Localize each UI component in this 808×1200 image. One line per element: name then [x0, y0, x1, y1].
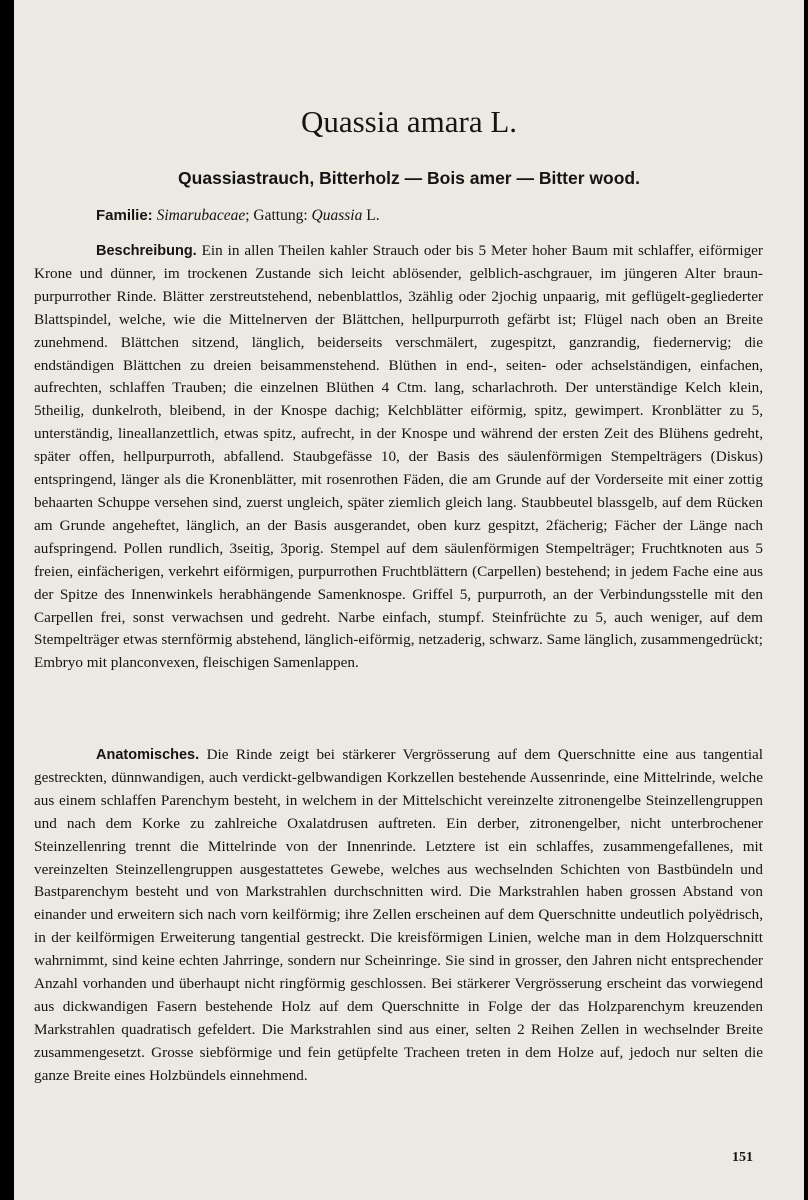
common-names: Quassiastrauch, Bitterholz — Bois amer — Bitter wood. — [178, 168, 640, 188]
document-page — [14, 0, 804, 1200]
section-heading: Anatomisches. — [96, 747, 200, 763]
gattung-label: Gattung: — [253, 207, 312, 224]
section-beschreibung — [34, 240, 763, 675]
section-text: Die Rinde zeigt bei stärkerer Vergrösserung auf dem Querschnitte eine aus tangential gestreckten, dünnwandigen, auch verdickt-gelbwandigen Korkzellen bestehende Aussenrinde, eine Mittelrinde, welche aus einem schlaffen Parenchym besteht, in welchem in der Mittelschicht vereinzelte zitronengelbe Steinzellengruppen und nach dem Korke zu zahlreiche Oxalatdrusen auftreten. Ein derber, zitronengelber, nicht unterbrochener Steinzellenring trennt die Mittelrinde von der Innenrinde. Letztere ist ein schlaffes, zusammengefallenes, mit vereinzelten Steinzellengruppen ausgestattetes Gewebe, welches aus wechselnden Schichten von Bastbündeln und Bastparenchym besteht und von Markstrahlen durchschnitten wird. Die Markstrahlen haben grossen Abstand von einander und erweitern sich nach vorn keilförmig; ihre Zellen erscheinen auf dem Querschnitte undeutlich polyëdrisch, in der keilförmigen Erweiterung tangential gestreckt. Die kreisförmigen Linien, welche man in dem Holzquerschnitt wahrnimmt, sind keine echten Jahrringe, sondern nur Scheinringe. Sie sind in grosser, den Jahren nicht entsprechender Anzahl vorhanden und überhaupt nicht ringförmig geschlossen. Bei stärkerer Vergrösserung erscheint das vorwiegend aus dickwandigen Fasern bestehende Holz auf dem Querschnitte in Folge der das Holzparenchym kreuzenden Markstrahlen quadratisch gefeldert. Die Markstrahlen sind aus einer, selten 2 Reihen Zellen in wechselnder Breite zusammengesetzt. Grosse siebförmige und fein getüpfelte Tracheen treten in dem Holze auf, jedoch nur selten die ganze Breite eines Holzbündels einnehmend. — [34, 746, 764, 1084]
taxonomy-separator: ; — [245, 207, 254, 224]
page-number: 151 — [732, 1150, 753, 1165]
section-heading: Beschreibung. — [96, 243, 197, 259]
taxonomy-line — [96, 204, 776, 228]
family-name: Simarubaceae — [156, 207, 246, 224]
section-anatomisches — [34, 744, 763, 1088]
genus-author: L. — [362, 207, 380, 224]
section-text: Ein in allen Theilen kahler Strauch oder bis 5 Meter hoher Baum mit schlaffer, eiförmiger Krone und dünner, im trockenen Zustande sich leicht ablösender, gelblich-aschgrauer, im jüngeren Alter braun-purpurrother Rinde. Blätter zerstreutstehend, nebenblattlos, 3zählig oder 2jochig unpaarig, mit geflügelt-gegliederter Blattspindel, welche, wie die Mittelnerven der Blättchen, hellpurpurroth gefärbt ist; Flügel nach oben an Breite zunehmend. Blättchen sitzend, länglich, beiderseits verschmälert, zugespitzt, ganzrandig, fiedernervig; die endständigen Blättchen zu dreien beisammenstehend. Blüthen in end-, seiten- oder achselständigen, einfachen, aufrechten, schlaffen Trauben; die einzelnen Blüthen 4 Ctm. lang, scharlachroth. Der unterständige Kelch klein, 5theilig, dunkelroth, bleibend, in der Knospe dachig; Kelchblätter eiförmig, spitz, gewimpert. Kronblätter zu 5, unterständig, lineallanzettlich, etwas spitz, aufrecht, in der Knospe und während der ersten Zeit des Blühens gedreht, später offen, hellpurpurroth, abfallend. Staubgefässe 10, der Basis des säulenförmigen Stempelträgers (Diskus) entspringend, länger als die Kronenblätter, mit rosenrothen Fäden, die am Grunde auf der Vorderseite mit einer zottig behaarten Schuppe versehen sind, zuerst ungleich, später ziemlich gleich lang. Staubbeutel blassgelb, auf dem Rücken am Grunde angeheftet, länglich, an der Basis ausgerandet, oben kurz gespitzt, 2fächerig; Fächer der Länge nach aufspringend. Pollen rundlich, 3seitig, 3porig. Stempel auf dem säulenförmigen Stempelträger; Fruchtknoten aus 5 freien, einfächerigen, verkehrt eiförmigen, purpurrothen Fruchtblättern (Carpellen) bestehend; in jedem Fache eine aus der Spitze des Innenwinkels herabhängende Samenknospe. Griffel 5, purpurroth, an der Verbindungsstelle mit den Carpellen frei, sonst verwachsen und gedreht. Narbe einfach, stumpf. Steinfrüchte zu 5, auch weniger, auf dem Stempelträger etwas sternförmig abstehend, länglich-eiförmig, netzaderig, schwarz. Same länglich, zusammengedrückt; Embryo mit planconvexen, fleischigen Samenlappen. — [34, 242, 763, 672]
page-title: Quassia amara L. — [300, 104, 518, 139]
genus-name: Quassia — [311, 207, 363, 224]
familie-label: Familie: — [96, 207, 153, 224]
